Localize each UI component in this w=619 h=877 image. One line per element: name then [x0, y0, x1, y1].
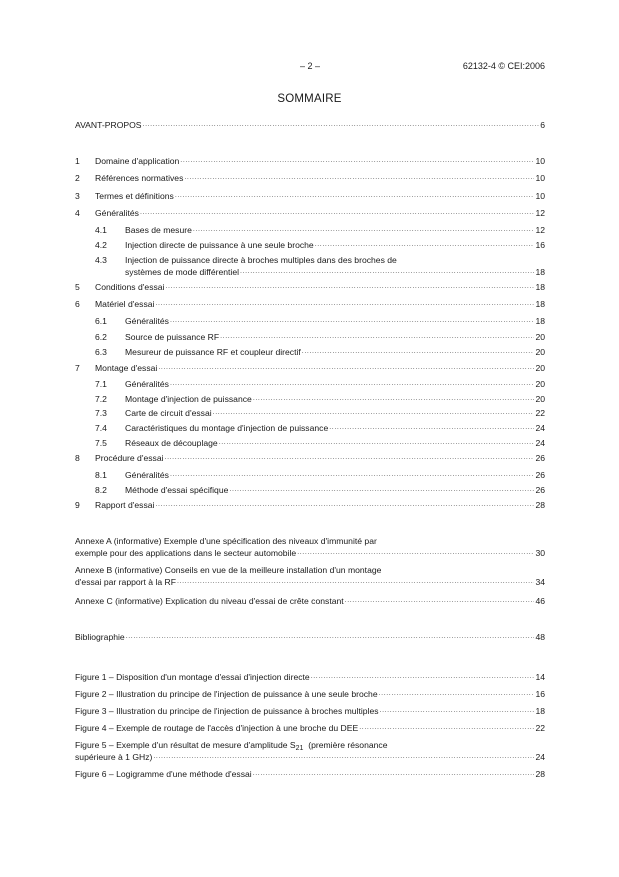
section-number: 7.1: [95, 379, 107, 389]
toc-entry-annex-b-line2[interactable]: [75, 576, 545, 588]
toc-entry-figure[interactable]: [75, 722, 545, 734]
page-title: SOMMAIRE: [277, 93, 342, 105]
toc-entry-subsection[interactable]: [75, 239, 545, 251]
toc-label: Montage d'essai: [95, 363, 158, 373]
toc-entry-section[interactable]: [75, 155, 545, 167]
toc-label: Carte de circuit d'essai: [125, 408, 212, 418]
toc-entry-figure[interactable]: [75, 688, 545, 700]
toc-label: Figure 2 – Illustration du principe de l'injection de puissance à une seule broche: [75, 689, 378, 699]
section-number: 4.2: [95, 240, 107, 250]
toc-label: Injection de puissance directe à broches multiples dans des broches de: [125, 255, 397, 265]
toc-label: Bases de mesure: [125, 225, 192, 235]
toc-page: 16: [535, 240, 545, 250]
toc-label-tail: (première résonance: [303, 740, 388, 750]
toc-label: Figure 1 – Disposition d'un montage d'essai d'injection directe: [75, 672, 310, 682]
toc-page: 16: [535, 689, 545, 699]
section-number: 6: [75, 299, 80, 309]
toc-entry-section[interactable]: [75, 452, 545, 464]
toc-page: 30: [535, 548, 545, 558]
section-number: 7.2: [95, 394, 107, 404]
toc-entry-section[interactable]: [75, 298, 545, 310]
toc-label: Injection directe de puissance à une seule broche: [125, 240, 314, 250]
leader-dots: [329, 422, 534, 434]
toc-page: 18: [535, 316, 545, 326]
leader-dots: [380, 705, 535, 717]
toc-page: 6: [540, 120, 545, 130]
leader-dots: [140, 207, 534, 219]
leader-dots: [315, 239, 535, 251]
toc-label: Source de puissance RF: [125, 332, 220, 342]
toc-label: Généralités: [125, 379, 169, 389]
section-number: 6.2: [95, 332, 107, 342]
section-number: 4.1: [95, 225, 107, 235]
toc-label: Matériel d'essai: [95, 299, 155, 309]
section-number: 7.3: [95, 408, 107, 418]
toc-label: Conditions d'essai: [95, 282, 165, 292]
toc-entry-subsection[interactable]: [75, 437, 545, 449]
toc-entry-annex-a-line1[interactable]: Annexe A (informative) Exemple d'une spécification des niveaux d'immunité par: [75, 536, 377, 546]
leader-dots: [143, 119, 540, 131]
leader-dots: [379, 688, 535, 700]
section-number: 4.3: [95, 255, 107, 265]
toc-entry-subsection[interactable]: [75, 224, 545, 236]
toc-page: 22: [535, 408, 545, 418]
leader-dots: [220, 331, 534, 343]
leader-dots: [311, 671, 535, 683]
toc-page: 26: [535, 453, 545, 463]
toc-label-continued: systèmes de mode différentiel: [125, 267, 240, 277]
toc-entry-subsection-line1[interactable]: [95, 254, 397, 266]
section-number: 8.1: [95, 470, 107, 480]
toc-entry-annex-a-line2[interactable]: [75, 547, 545, 559]
section-number: 8: [75, 453, 80, 463]
toc-entry-subsection[interactable]: [75, 378, 545, 390]
toc-label: Caractéristiques du montage d'injection de puissance: [125, 423, 329, 433]
leader-dots: [170, 469, 534, 481]
toc-label: Bibliographie: [75, 632, 125, 642]
toc-page: 10: [535, 191, 545, 201]
subscript: 21: [295, 745, 304, 752]
leader-dots: [253, 768, 535, 780]
leader-dots: [155, 298, 534, 310]
toc-label: Termes et définitions: [95, 191, 174, 201]
toc-entry-subsection[interactable]: [75, 422, 545, 434]
toc-label: Figure 3 – Illustration du principe de l'injection de puissance à broches multiples: [75, 706, 379, 716]
section-number: 6.1: [95, 316, 107, 326]
toc-label: Réseaux de découplage: [125, 438, 218, 448]
leader-dots: [165, 452, 535, 464]
toc-page: 18: [535, 706, 545, 716]
toc-page: 14: [535, 672, 545, 682]
toc-entry-section[interactable]: [75, 190, 545, 202]
section-number: 4: [75, 208, 80, 218]
leader-dots: [184, 172, 534, 184]
page-number: – 2 –: [299, 61, 321, 71]
toc-entry-subsection[interactable]: [75, 407, 545, 419]
toc-label-continued: d'essai par rapport à la RF: [75, 577, 176, 587]
toc-label: Mesureur de puissance RF et coupleur directif: [125, 347, 301, 357]
leader-dots: [345, 595, 535, 607]
toc-entry-subsection[interactable]: [75, 393, 545, 405]
toc-page: 18: [535, 267, 545, 277]
toc-page: 20: [535, 394, 545, 404]
toc-label-continued: supérieure à 1 GHz): [75, 752, 153, 762]
toc-entry-section[interactable]: [75, 499, 545, 511]
toc-entry-subsection[interactable]: [75, 331, 545, 343]
toc-entry-bibliography[interactable]: [75, 631, 545, 643]
toc-page: 20: [535, 347, 545, 357]
toc-page: 18: [535, 282, 545, 292]
toc-entry-annex-b-line1[interactable]: Annexe B (informative) Conseils en vue de la meilleure installation d'un montage: [75, 565, 382, 575]
leader-dots: [240, 266, 534, 278]
toc-label: Montage d'injection de puissance: [125, 394, 252, 404]
toc-entry-subsection[interactable]: [75, 315, 545, 327]
section-number: 7.5: [95, 438, 107, 448]
leader-dots: [302, 346, 535, 358]
toc-entry-subsection[interactable]: [75, 469, 545, 481]
toc-label: Figure 4 – Exemple de routage de l'accès d'injection à une broche du DEE: [75, 723, 359, 733]
toc-page: 24: [535, 752, 545, 762]
toc-label: Figure 6 – Logigramme d'une méthode d'essai: [75, 769, 252, 779]
toc-page: 26: [535, 485, 545, 495]
section-number: 7.4: [95, 423, 107, 433]
leader-dots: [177, 576, 534, 588]
toc-entry-figure-5-line2[interactable]: [75, 751, 545, 763]
toc-page: 12: [535, 208, 545, 218]
leader-dots: [297, 547, 534, 559]
toc-label: Généralités: [125, 316, 169, 326]
toc-label: Généralités: [125, 470, 169, 480]
toc-entry-subsection[interactable]: [75, 484, 545, 496]
toc-entry-section[interactable]: [75, 172, 545, 184]
leader-dots: [219, 437, 535, 449]
section-number: 5: [75, 282, 80, 292]
toc-entry-subsection-line2[interactable]: [125, 266, 545, 278]
toc-page: 12: [535, 225, 545, 235]
toc-entry-section[interactable]: [75, 281, 545, 293]
leader-dots: [126, 631, 535, 643]
toc-entry-figure[interactable]: [75, 705, 545, 717]
toc-page: 20: [535, 379, 545, 389]
leader-dots: [165, 281, 534, 293]
toc-page: 24: [535, 438, 545, 448]
leader-dots: [170, 315, 534, 327]
toc-label: Domaine d'application: [95, 156, 180, 166]
section-number: 3: [75, 191, 80, 201]
section-number: 1: [75, 156, 80, 166]
section-number: 6.3: [95, 347, 107, 357]
toc-label-continued: exemple pour des applications dans le secteur automobile: [75, 548, 297, 558]
toc-label: Références normatives: [95, 173, 184, 183]
section-number: 8.2: [95, 485, 107, 495]
toc-entry-figure-5-line1[interactable]: [75, 739, 388, 751]
toc-page: 48: [535, 632, 545, 642]
leader-dots: [253, 393, 535, 405]
toc-page: 46: [535, 596, 545, 606]
toc-entry-figure[interactable]: [75, 671, 545, 683]
toc-entry-foreword[interactable]: [75, 119, 545, 131]
toc-label: Méthode d'essai spécifique: [125, 485, 229, 495]
document-reference: 62132-4 © CEI:2006: [462, 61, 545, 71]
leader-dots: [170, 378, 534, 390]
toc-label: Rapport d'essai: [95, 500, 155, 510]
toc-label: Généralités: [95, 208, 139, 218]
section-number: 7: [75, 363, 80, 373]
toc-page: 28: [535, 500, 545, 510]
toc-page: 20: [535, 363, 545, 373]
toc-label: AVANT-PROPOS: [75, 120, 142, 130]
toc-page: 34: [535, 577, 545, 587]
leader-dots: [213, 407, 535, 419]
toc-page: 28: [535, 769, 545, 779]
leader-dots: [175, 190, 535, 202]
toc-entry-figure[interactable]: [75, 768, 545, 780]
leader-dots: [155, 499, 534, 511]
leader-dots: [158, 362, 534, 374]
toc-label: Figure 5 – Exemple d'un résultat de mesure d'amplitude S: [75, 740, 296, 750]
toc-page: 10: [535, 156, 545, 166]
toc-entry-subsection[interactable]: [75, 346, 545, 358]
toc-page: 22: [535, 723, 545, 733]
toc-label: Annexe C (informative) Explication du niveau d'essai de crête constant: [75, 596, 344, 606]
toc-label: Procédure d'essai: [95, 453, 164, 463]
toc-page: 24: [535, 423, 545, 433]
leader-dots: [180, 155, 534, 167]
toc-entry-section[interactable]: [75, 207, 545, 219]
leader-dots: [359, 722, 534, 734]
toc-page: 18: [535, 299, 545, 309]
leader-dots: [193, 224, 535, 236]
section-number: 9: [75, 500, 80, 510]
leader-dots: [229, 484, 534, 496]
leader-dots: [153, 751, 534, 763]
toc-entry-section[interactable]: [75, 362, 545, 374]
toc-page: 26: [535, 470, 545, 480]
toc-entry-annex-c[interactable]: [75, 595, 545, 607]
toc-page: 10: [535, 173, 545, 183]
section-number: 2: [75, 173, 80, 183]
toc-page: 20: [535, 332, 545, 342]
